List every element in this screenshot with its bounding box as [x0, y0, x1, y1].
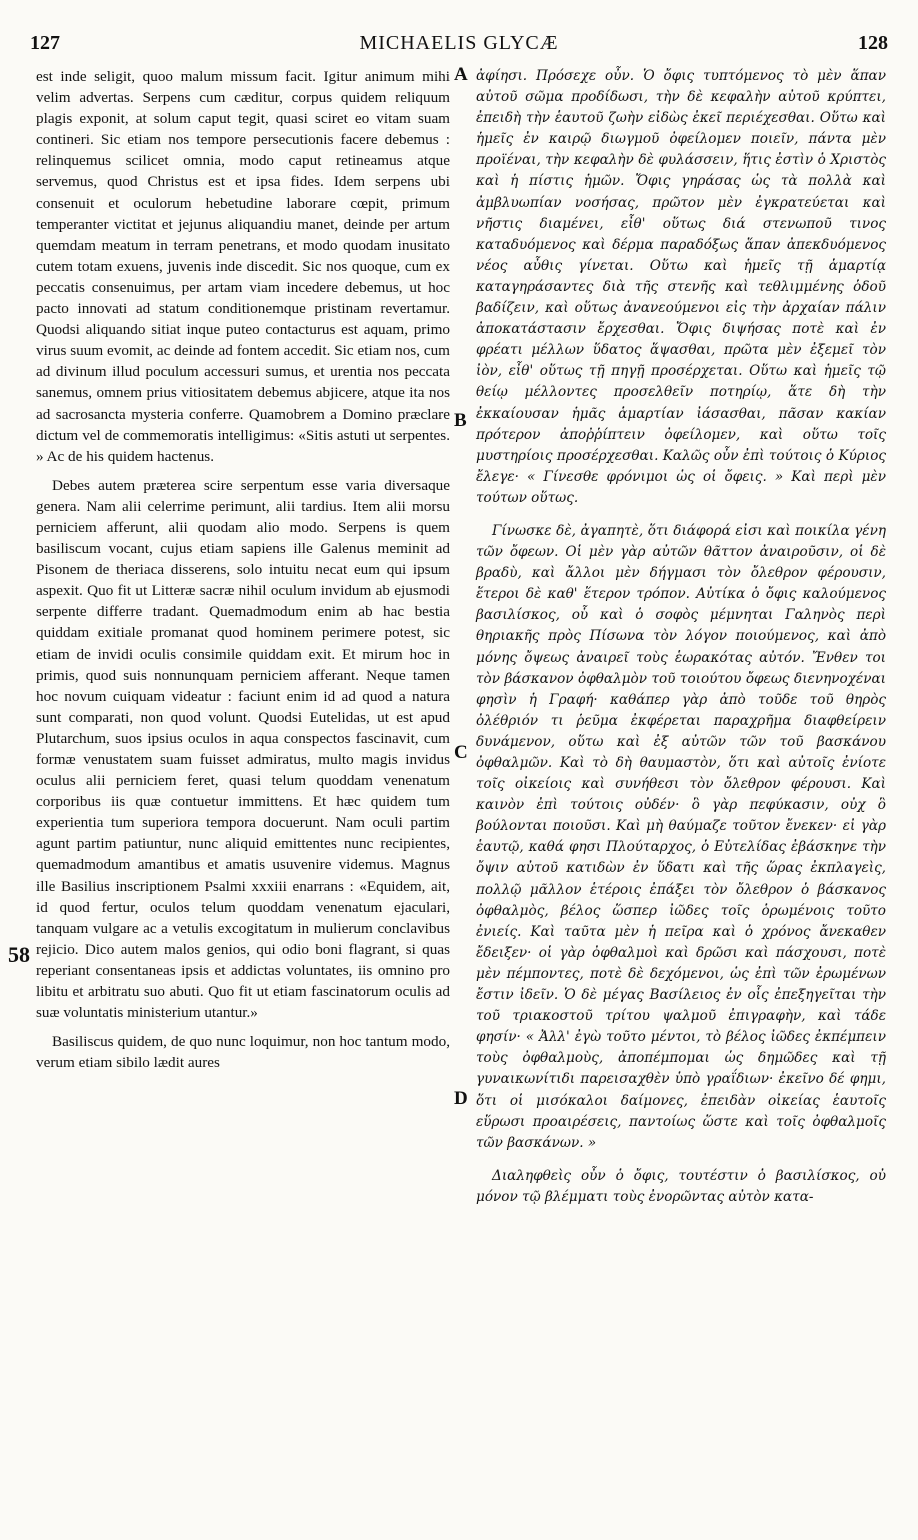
latin-column — [36, 66, 450, 1073]
section-marker-b: B — [454, 410, 467, 431]
latin-paragraph-3: Basiliscus quidem, de quo nunc loquimur, non hoc tantum modo, verum etiam sibilo lædit aures — [36, 1033, 450, 1072]
section-marker-c: C — [454, 742, 468, 763]
greek-paragraph-3: Διαληφθεὶς οὖν ὁ ὄφις, τουτέστιν ὁ βασιλίσκος, οὐ μόνον τῷ βλέμματι τοὺς ἐνορῶντας αὐτὸν κατα- — [476, 1167, 886, 1205]
page-number-left: 127 — [30, 32, 60, 54]
greek-column — [476, 66, 886, 1208]
section-marker-d: D — [454, 1088, 468, 1109]
greek-paragraph-1: ἀφίησι. Πρόσεχε οὖν. Ὁ ὄφις τυπτόμενος τὸ μὲν ἅπαν αὐτοῦ σῶμα προδίδωσι, τὴν δὲ κεφαλὴν αὐτοῦ κρύπτει, ἐπειδὴ τὴν ἑαυτοῦ ζωὴν εἰδὼς ἐκεῖ περιέχεσθαι. Οὕτω καὶ ἡμεῖς ἐν καιρῷ διωγμοῦ ὀφείλομεν ποιεῖν, πάντα μὲν προϊέναι, τὴν κεφαλὴν δὲ φυλάσσειν, ἥτις ἐστὶν ὁ Χριστὸς καὶ ἡ πίστις ἡμῶν. Ὄφις γηράσας ὡς τὰ πολλὰ καὶ ἀμβλυωπίαν νοσήσας, πρῶτον μὲν ἐγκρατεύεται καὶ νῆστις διαμένει, εἶθ' οὕτως διά στενωποῦ τινος καταδυόμενος καὶ δέρμα παραδόξως ἅπαν ἀπεκδυόμενος νέος αὖθις γίνεται. Οὕτω καὶ ἡμεῖς τῇ ἁμαρτίᾳ καταγηράσαντες διὰ τῆς στενῆς καὶ τεθλιμμένης ὁδοῦ βαδίζειν, καὶ οὕτως ἀνανεούμενοι εἰς τὴν ἀρχαίαν πάλιν ἀποκατάστασιν ἔρχεσθαι. Ὄφις διψήσας ποτὲ καὶ ἐν φρέατι μέλλων ὕδατος ἅψασθαι, πρῶτα μὲν ἐξεμεῖ τὸν ἰὸν, εἶθ' οὕτως τῇ πηγῇ προσέρχεται. Οὕτω καὶ ἡμεῖς τῷ θείῳ μέλλοντες προσελθεῖν ποτηρίῳ, ἅτε δὴ τὴν ἐκκαίουσαν ἡμᾶς ἁμαρτίαν ἰάσασθαι, πᾶσαν κακίαν πρότερον ἀποῤῥίπτειν ὀφείλομεν, καὶ οὕτω τοῖς μυστηρίοις προσέρχεσθαι. Καλῶς οὖν ἐπὶ τούτοις ὁ Κύριος ἔλεγε· « Γίνεσθε φρόνιμοι ὡς οἱ ὄφεις. » Καὶ περὶ μὲν τούτων οὕτως. — [476, 68, 886, 506]
greek-paragraph-2: Γίνωσκε δὲ, ἀγαπητὲ, ὅτι διάφορά εἰσι καὶ ποικίλα γένη τῶν ὄφεων. Οἱ μὲν γὰρ αὐτῶν θᾶττον ἀναιροῦσιν, οἱ δὲ βραδὺ, καὶ ἄλλοι μὲν δήγμασι τὸν ὄλεθρον φέρουσιν, ἕτεροι δὲ καθ' ἕτερον τρόπον. Αὐτίκα ὁ ὄφις καλούμενος βασιλίσκος, οὗ καὶ ὁ σοφὸς μέμνηται Γαληνὸς περὶ θηριακῆς πρὸς Πίσωνα τὸν λόγον ποιούμενος, καὶ ἀπὸ μόνης ὄψεως ἀναιρεῖ τοὺς ἑωρακότας αὐτόν. Ἔνθεν τοι τὸν βάσκανον ὀφθαλμὸν τοῦ τοιούτου ὄφεως διενηνοχέναι φησὶν ἡ Γραφή· καθάπερ γὰρ ἀπὸ τοῦδε τοῦ θηρὸς ὀλέθριόν τι ῥεῦμα ἐκφέρεται παραχρῆμα διαφθείρειν δυνάμενον, οὕτω καὶ ἐξ αὐτῶν τῶν τοῦ βασκάνου ὀφθαλμῶν. Καὶ τὸ δὴ θαυμαστὸν, ὅτι καὶ αὐτοῖς ἐνίοτε τοῖς οἰκείοις καὶ συνήθεσι τὸν ὄλεθρον φέρουσι. Καὶ καινὸν ἐπὶ τούτοις οὐδέν· ὃ γὰρ πεφύκασιν, οὐχ ὃ βούλονται ποιοῦσι. Καὶ μὴ θαύμαζε τοῦτον ἔνεκεν· εἰ γὰρ ἑαυτῷ, καθά φησι Πλούταρχος, ὁ Εὐτελίδας ἐβάσκηνε τὴν ὄψιν αὐτοῦ κατιδὼν ἐν ὕδατι καὶ τῆς ὥρας ἐκπλαγεὶς, πολλῷ μᾶλλον ἑτέροις ἐπάξει τὸν ὄλεθρον ὁ βάσκανος ὀφθαλμὸς, βέλος ὥσπερ ἰῶδες τοῖς ὁρωμένοις τοῦτο ἐνιείς. Καὶ ταῦτα μὲν ἡ πεῖρα καὶ ὁ χρόνος ἄνεκαθεν ἔδειξεν· οἱ γὰρ ὀφθαλμοὶ καὶ δρῶσι καὶ πάσχουσι, ποτὲ μὲν πέμποντες, ποτὲ δὲ δεχόμενοι, ὡς ἐπὶ τῶν ἐρωμένων ἔστιν ἰδεῖν. Ὁ δὲ μέγας Βασίλειος ἐν οἷς ἐπεξηγεῖται τὴν τοῦ τριακοστοῦ τρίτου ψαλμοῦ ἐπιγραφὴν, καὶ τάδε φησίν· « Ἀλλ' ἐγὼ τοῦτο μέντοι, τὸ βέλος ἰῶδες ἐκπέμπειν τοὺς ὀφθαλμοὺς, ἀποπέμπομαι ὡς δημῶδες καὶ τῇ γυναικωνίτιδι παρεισαχθὲν ὑπὸ γραΐδιων· ἐκεῖνο δέ φημι, ὅτι οἱ μισόκαλοι δαίμονες, ἐπειδὰν οἰκείας ἑαυτοῖς εὕρωσι προαιρέσεις, παντοίως ὥστε καὶ τοῖς ὀφθαλμοῖς τῶν βασκάνων. » — [476, 522, 886, 1151]
latin-paragraph-2: Debes autem præterea scire serpentum esse varia diversaque genera. Nam alii celerrime perimunt, alii tardius. Item alii morsu perniciem afferunt, alii quodam alio modo. Serpens is quem basiliscum vocant, cujus etiam sapiens ille Galenus meminit ad Pisonem de theriaca disserens, solo intuitu necat eum qui ipsum aspexit. Quo fit ut Litteræ sacræ nihil oculum invidum ab ejusmodi serpente differre tradant. Quemadmodum enim ab hac bestia quiddam exitiale promanat quod hominem perimere potest, sic etiam de invidi oculis consimile quiddam exit. Et mirum hoc in primis, quod suis nonnunquam perniciem afferant. Neque tamen hoc novum cuiquam videatur : faciunt enim id ad quod a natura sunt comparati, non quod volunt. Quodsi Eutelidas, ut est apud Plutarchum, suos ipsius oculos in aqua conspectos fascinavit, cum formæ venustatem suam fuisset admiratus, multo magis invidus oculus alii perniciem feret, quasi telum quoddam venenatum corporibus iis quæ contuetur immittens. Et hæc quidem tum experientia tum superiora tempora docuerunt. Nam oculi partim agunt partim patiuntur, nunc aliquid emittentes nunc recipientes, quemadmodum amantibus et amatis usuvenire videmus. Magnus ille Basilius inscriptionem Psalmi xxxiii enarrans : «Equidem, ait, id quod fertur, oculos telum quoddam venenatum ejaculari, tanquam vulgare ac a vetulis excogitatum in mulierum conclavibus rejicio. Dico autem malos genios, qui odio boni flagrant, si quas reperiant consentaneas ipsis et addictas voluntates, iis omnino pro libitu et arbitratu suo abuti. Quo fit ut etiam fascinatorum oculis ad suæ voluntatis ministerium utantur.» — [36, 476, 450, 1022]
page-number-right: 128 — [858, 32, 888, 54]
running-title: MICHAELIS GLYCÆ — [359, 32, 559, 54]
latin-paragraph-1: est inde seligit, quoo malum missum facit. Igitur animum mihi velim advertas. Serpens cum cæditur, corpus quidem reliquum plagis exponit, at solum caput tegit, quasi sciret eo vitam suam contineri. Sic etiam nos tempore persecutionis facere debemus : relinquemus scilicet omnia, modo caput retineamus atque servemus, quod Christus est et ipsa fides. Idem serpens ubi consenuit et oculorum hebetudine laborare cœpit, primum temperanter victitat et jejunus aliquandiu manet, deinde per artum quemdam meatum in terram penetrans, et modo quodam inusitato cutem totam exuens, juvenis inde discedit. Sic nos quoque, cum ex peccatis consenuimus, per artam viam incedere debemus, ut hoc pacto innovati ad statum conditionemque pristinam revertamur. Quodsi aliquando sitiat inque puteo contacturus est aquam, primo virus suum evomit, ac deinde ad fontem accedit. Sic etiam nos, cum ad divinum illud poculum accessuri sumus, et urentia nos peccata sanemus, omnem prius vitiositatem debemus abjicere, atque ita nos ad sacrosancta mysteria conferre. Quamobrem a Domino præclare dictum vel de commemoratis intelligimus: «Sitis astuti ut serpentes. » Ac de his quidem hactenus. — [36, 68, 450, 465]
section-marker-a: A — [454, 64, 468, 85]
margin-column-number: 58 — [8, 942, 30, 967]
page-header — [30, 32, 888, 62]
